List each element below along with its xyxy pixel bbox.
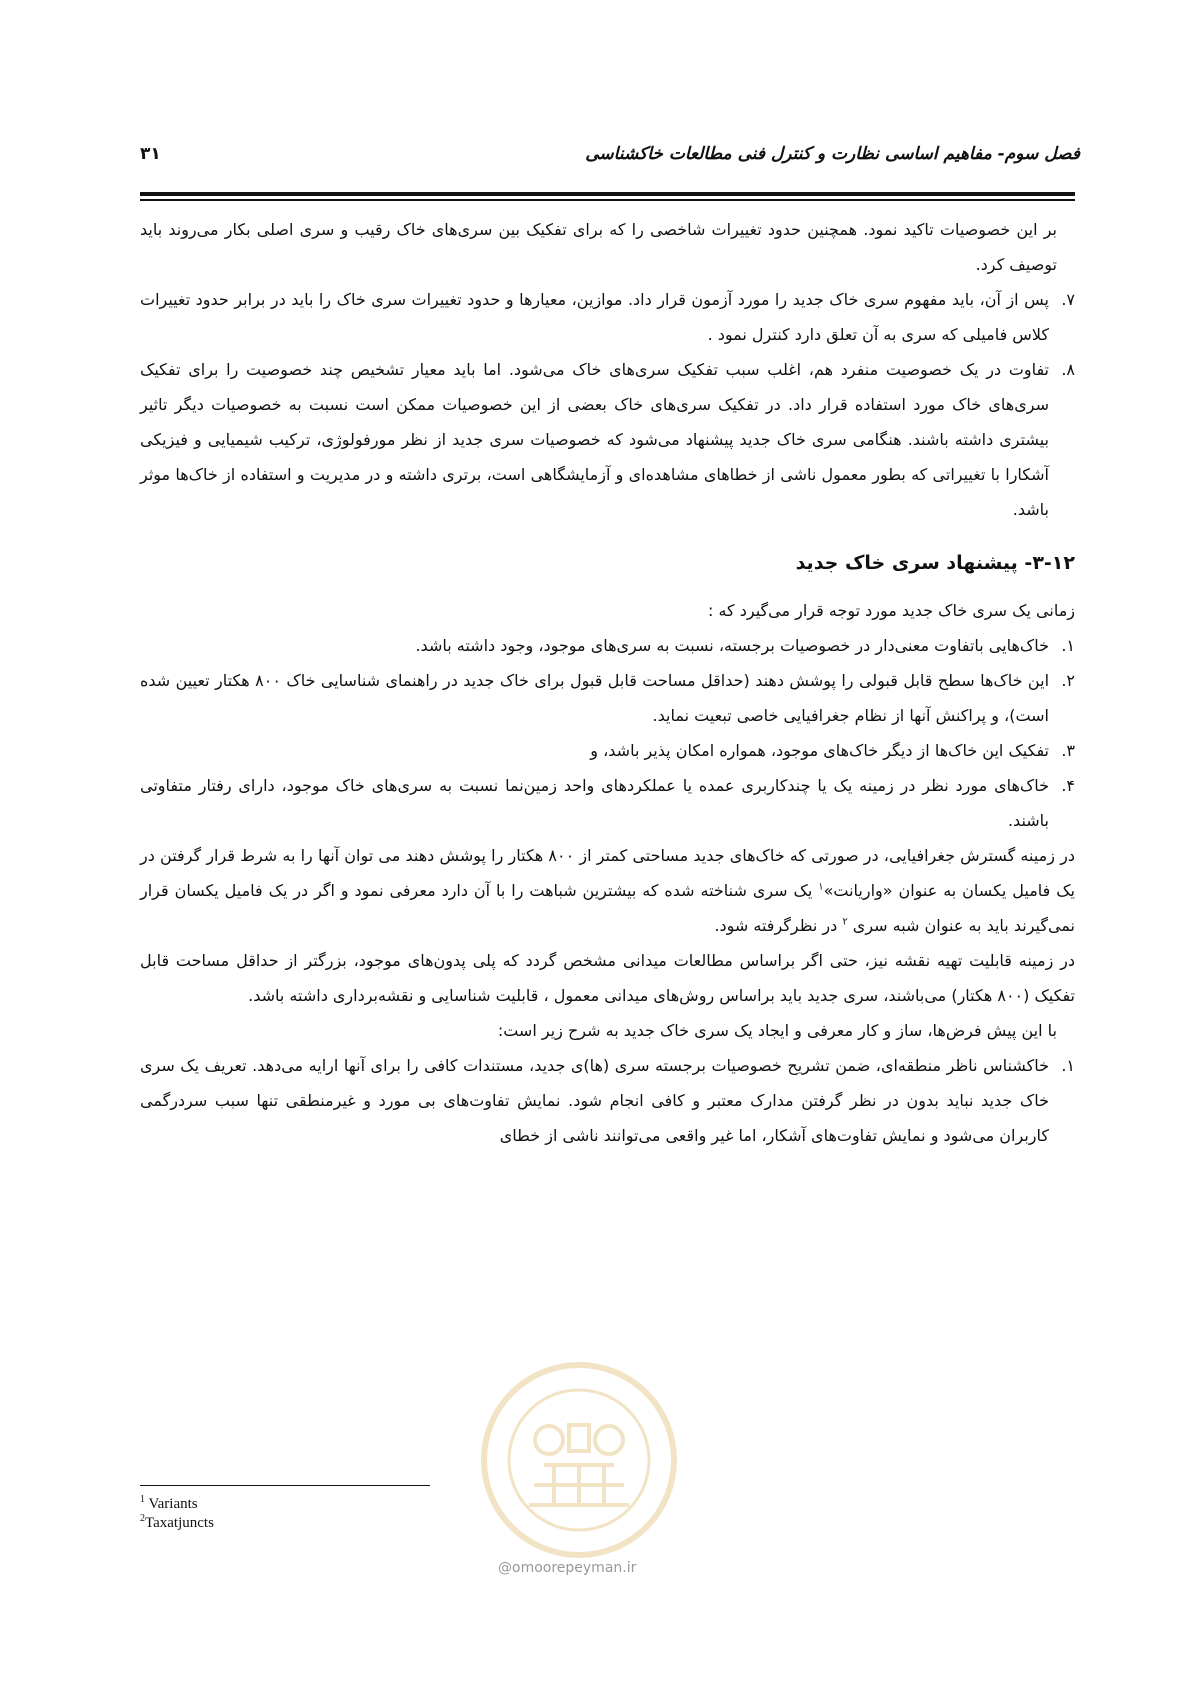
list-item-text: خاک‌های مورد نظر در زمینه یک یا چندکاربری عمده یا عملکردهای واحد زمین‌نما نسبت به سری‌های خاک موجود، دارای رفتار متفاوتی باشند. [140,776,1049,830]
list-item [140,663,1075,733]
list-item-text: خاکشناس ناظر منطقه‌ای، ضمن تشریح خصوصیات برجسته سری (ها)ی جدید، مستندات کافی را برای آنها ارایه می‌دهد. تعریف یک سری خاک جدید نباید بدون در نظر گرفتن مدارک معتبر و کافی انجام شود. نمایش تفاوت‌های بی مورد و غیرمنطقی تنها سبب سردرگمی کاربران می‌شود و نمایش تفاوت‌های آشکار، اما غیر واقعی می‌توانند ناشی از خطای [140,1056,1049,1145]
section-intro: زمانی یک سری خاک جدید مورد توجه قرار می‌گیرد که : [708,601,1075,620]
running-header-title: فصل سوم- مفاهیم اساسی نظارت و کنترل فنی مطالعات خاکشناسی [585,144,1080,164]
footnote-mark: 1 [140,1494,145,1505]
header-rule-thin [140,199,1075,201]
geo-text-3: در نظرگرفته شود. [714,916,843,935]
footnote-ref-2[interactable]: ۲ [842,916,848,928]
geo-text-1: در زمینه گسترش جغرافیایی، در صورتی که خاک‌های جدید مساحتی کمتر از ۸۰۰ هکتار را پوشش دهند می توان آنها را به شرط قرار گرفتن در یک فامیل یکسان به عنوان «واریانت» [140,846,1076,900]
list-item-number: ۷. [1061,290,1075,309]
process-intro: با این پیش فرض‌ها، ساز و کار معرفی و ایجاد یک سری خاک جدید به شرح زیر است: [497,1021,1057,1040]
list-item-text: پس از آن، باید مفهوم سری خاک جدید را مورد آزمون قرار داد. موازین، معیارها و حدود تغییرات سری خاک را باید در برابر حدود تغییرات کلاس فامیلی که سری به آن تعلق دارد کنترل نمود . [140,290,1049,344]
list-item [140,768,1075,838]
watermark-url: @omoorepeyman.ir [498,1560,637,1576]
footnote-text: Variants [145,1496,198,1512]
footnote-text: Taxatjuncts [145,1515,214,1531]
geo-text-2: یک سری شناخته شده که بیشترین شباهت را با آن دارد معرفی نمود و اگر در یک فامیل یکسان قرار نمی‌گیرند باید به عنوان شبه سری [140,881,1075,935]
publisher-seal-watermark [474,1355,684,1565]
mapping-paragraph: در زمینه قابلیت تهیه نقشه نیز، حتی اگر براساس مطالعات میدانی مشخص گردد که پلی پدون‌های موجود، بزرگتر از حداقل مساحت قابل تفکیک (۸۰۰ هکتار) می‌باشند، سری جدید باید براساس روش‌های میدانی معمول ، قابلیت شناسایی و نقشه‌برداری داشته باشد. [140,951,1075,1005]
list-item-text: این خاک‌ها سطح قابل قبولی را پوشش دهند (حداقل مساحت قابل قبول برای خاک جدید در راهنمای شناسایی خاک ۸۰۰ هکتار تعیین شده است)، و پراکنش آنها از نظام جغرافیایی خاصی تبعیت نماید. [140,671,1050,725]
list-item-number: ۱. [1061,636,1075,655]
list-item-text: تفاوت در یک خصوصیت منفرد هم، اغلب سبب تفکیک سری‌های خاک می‌شود. اما باید معیار تشخیص چند خصوصیت را برای تفکیک سری‌های خاک مورد استفاده قرار داد. در تفکیک سری‌های خاک بعضی از این خصوصیات ممکن است نسبت به خصوصیات دیگر تاثیر بیشتری داشته باشند. هنگامی سری خاک جدید پیشنهاد می‌شود که خصوصیات سری جدید از نظر مورفولوژی، ترکیب شیمیایی و فیزیکی آشکارا با تغییراتی که بطور معمول ناشی از خطاهای مشاهده‌ای و آزمایشگاهی است، برتری داشته و در مدیریت و استفاده از خاک‌ها موثر باشد. [140,360,1049,519]
geographic-paragraph [140,838,1075,943]
section-heading: ۳-۱۲- پیشنهاد سری خاک جدید [795,552,1075,574]
list-item-number: ۳. [1061,741,1075,760]
list-item [140,1048,1075,1153]
list-item-text: تفکیک این خاک‌ها از دیگر خاک‌های موجود، همواره امکان پذیر باشد، و [590,741,1049,760]
criteria-list [140,628,1075,838]
list-item-number: ۱. [1061,1056,1075,1075]
list-item-8 [140,352,1075,527]
footnote-mark: 2 [140,1513,145,1524]
list-item-number: ۲. [1061,671,1075,690]
page-number: ۳۱ [140,144,161,164]
footnote-separator [140,1485,430,1486]
list-item-number: ۸. [1061,360,1075,379]
footnote-1 [140,1495,214,1514]
list-item-number: ۴. [1061,776,1075,795]
list-item-7 [140,282,1075,352]
footnote-ref-1[interactable]: ۱ [818,881,824,893]
list-item [140,628,1075,663]
continuation-paragraph: بر این خصوصیات تاکید نمود. همچنین حدود تغییرات شاخصی را که برای تفکیک بین سری‌های خاک رقیب و سری اصلی بکار می‌روند باید توصیف کرد. [140,220,1057,274]
list-item [140,733,1075,768]
footnotes [140,1495,214,1533]
header-rule-thick [140,192,1075,196]
body-text [140,212,1075,1153]
footnote-2 [140,1514,214,1533]
list-item-text: خاک‌هایی باتفاوت معنی‌دار در خصوصیات برجسته، نسبت به سری‌های موجود، وجود داشته باشد. [415,636,1049,655]
